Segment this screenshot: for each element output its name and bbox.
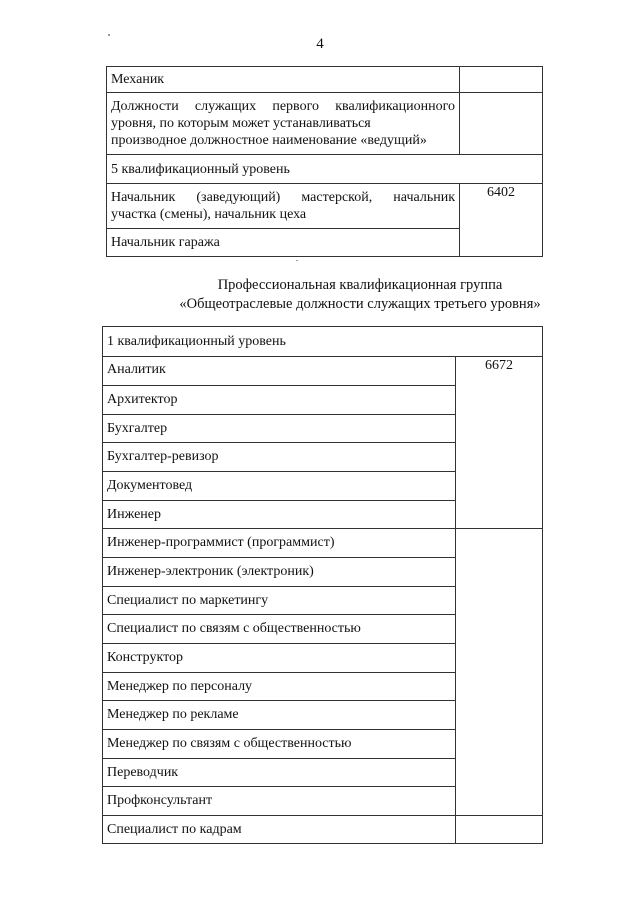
position-text: Специалист по маркетингу — [107, 593, 269, 608]
position-cell — [103, 644, 456, 673]
table-row — [103, 529, 543, 558]
position-cell — [107, 229, 460, 257]
level-cell — [103, 327, 543, 357]
table-row — [107, 155, 543, 184]
position-line: Начальник (заведующий) мастерской, начальник — [111, 190, 455, 205]
scan-speck — [296, 260, 298, 261]
position-text: Менеджер по связям с общественностью — [107, 736, 352, 751]
salary-text: 6672 — [485, 358, 513, 373]
level-text: 1 квалификационный уровень — [107, 334, 286, 349]
position-text: Документовед — [107, 478, 193, 493]
table-positions-third-level — [102, 326, 543, 844]
position-line: уровня, по которым может устанавливаться — [111, 116, 371, 131]
position-cell — [103, 415, 456, 443]
table-row — [103, 816, 543, 844]
position-text: Специалист по связям с общественностью — [107, 621, 361, 636]
level-text: 5 квалификационный уровень — [111, 162, 290, 177]
group-heading-line: «Общеотраслевые должности служащих третьего уровня» — [179, 296, 541, 312]
table-row — [107, 184, 543, 229]
position-text: Бухгалтер — [107, 421, 168, 436]
salary-cell — [460, 67, 543, 93]
position-cell — [103, 759, 456, 787]
position-text: Менеджер по рекламе — [107, 707, 239, 722]
position-cell — [103, 529, 456, 558]
salary-cell — [460, 93, 543, 155]
page-number: 4 — [316, 36, 324, 52]
position-cell — [103, 787, 456, 816]
position-text: Специалист по кадрам — [107, 822, 242, 837]
position-cell — [103, 701, 456, 730]
position-cell — [103, 558, 456, 587]
position-cell — [103, 357, 456, 386]
position-text: Профконсультант — [107, 793, 213, 808]
position-line: Должности служащих первого квалификационного — [111, 99, 455, 114]
group-heading — [100, 276, 620, 314]
position-cell — [103, 501, 456, 529]
position-text: Аналитик — [107, 362, 166, 377]
position-cell — [103, 386, 456, 415]
position-text: Менеджер по персоналу — [107, 679, 253, 694]
group-heading-line: Профессиональная квалификационная группа — [217, 277, 503, 293]
position-line: производное должностное наименование «ведущий» — [111, 133, 427, 148]
table-row — [107, 67, 543, 93]
salary-cell — [460, 184, 543, 257]
position-text: Механик — [111, 72, 165, 87]
position-cell — [107, 67, 460, 93]
position-text: Инженер-программист (программист) — [107, 535, 335, 550]
position-cell — [103, 615, 456, 644]
position-cell — [103, 730, 456, 759]
table-row — [107, 93, 543, 155]
salary-cell — [456, 816, 543, 844]
level-cell — [107, 155, 543, 184]
position-cell — [103, 472, 456, 501]
position-cell — [103, 443, 456, 472]
position-text: Конструктор — [107, 650, 184, 665]
position-line: участка (смены), начальник цеха — [111, 207, 307, 222]
position-cell — [103, 816, 456, 844]
position-text: Инженер — [107, 507, 162, 522]
table-positions-level-5 — [106, 66, 543, 257]
position-text: Архитектор — [107, 392, 178, 407]
position-cell — [103, 673, 456, 701]
salary-cell — [456, 529, 543, 816]
position-text: Начальник гаража — [111, 235, 220, 250]
position-text: Бухгалтер-ревизор — [107, 449, 219, 464]
position-cell — [107, 93, 460, 155]
position-text: Инженер-электроник (электроник) — [107, 564, 314, 579]
table-row — [103, 327, 543, 357]
salary-text: 6402 — [487, 185, 515, 200]
salary-cell — [456, 357, 543, 529]
table-row — [103, 357, 543, 386]
position-cell — [103, 587, 456, 615]
position-cell — [107, 184, 460, 229]
position-text: Переводчик — [107, 765, 179, 780]
